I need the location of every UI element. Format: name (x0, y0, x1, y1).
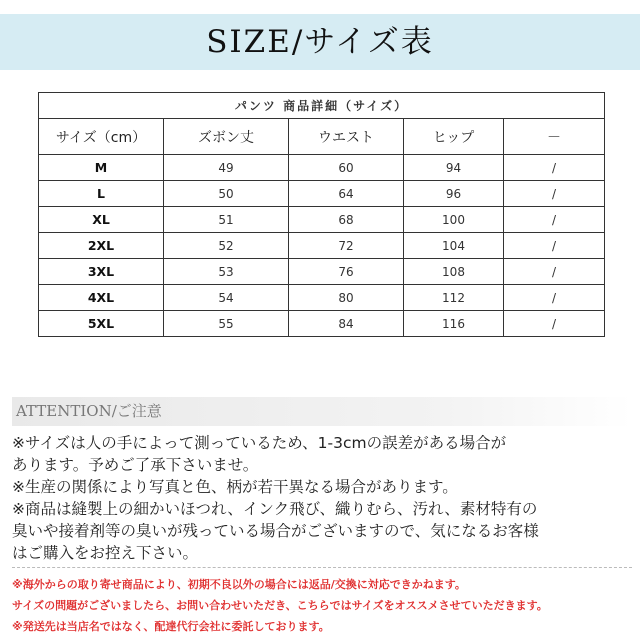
warning-divider (12, 567, 632, 568)
cell-length: 55 (164, 311, 289, 337)
cell-waist: 60 (289, 155, 404, 181)
cell-waist: 72 (289, 233, 404, 259)
cell-waist: 80 (289, 285, 404, 311)
cell-hip: 112 (404, 285, 504, 311)
cell-waist: 84 (289, 311, 404, 337)
warning-line: ※海外からの取り寄せ商品により、初期不良以外の場合には返品/交換に対応できかねます。 (12, 578, 466, 591)
cell-hip: 94 (404, 155, 504, 181)
cell-extra: / (504, 155, 605, 181)
attention-title: ATTENTION/ご注意 (16, 402, 162, 420)
size-table (38, 92, 605, 337)
cell-size: M (39, 155, 164, 181)
cell-size: 5XL (39, 311, 164, 337)
cell-extra: / (504, 259, 605, 285)
warning-line: サイズの問題がございましたら、お問い合わせいただき、こちらではサイズをオススメさせていただきます。 (12, 599, 548, 612)
cell-size: XL (39, 207, 164, 233)
cell-extra: / (504, 181, 605, 207)
cell-extra: / (504, 207, 605, 233)
table-row (39, 233, 605, 259)
cell-size: 2XL (39, 233, 164, 259)
table-row (39, 311, 605, 337)
header-hip: ヒップ (404, 119, 504, 155)
header-size: サイズ（cm） (39, 119, 164, 155)
table-row (39, 181, 605, 207)
note-line: ※商品は縫製上の細かいほつれ、インク飛び、織りむら、汚れ、素材特有の (12, 500, 538, 518)
table-row (39, 285, 605, 311)
cell-length: 53 (164, 259, 289, 285)
cell-hip: 116 (404, 311, 504, 337)
cell-hip: 96 (404, 181, 504, 207)
cell-size: 3XL (39, 259, 164, 285)
note-line: はご購入をお控え下さい。 (12, 544, 199, 562)
cell-extra: / (504, 233, 605, 259)
header-length: ズボン丈 (164, 119, 289, 155)
table-header-row (39, 119, 605, 155)
warning-line: ※発送先は当店名ではなく、配達代行会社に委託しております。 (12, 620, 330, 633)
table-row (39, 155, 605, 181)
table-row (39, 207, 605, 233)
cell-length: 52 (164, 233, 289, 259)
header-extra: － (504, 119, 605, 155)
table-caption: パンツ 商品詳細（サイズ） (39, 93, 605, 119)
warning-notes (12, 574, 632, 637)
table-row (39, 259, 605, 285)
cell-length: 49 (164, 155, 289, 181)
cell-extra: / (504, 285, 605, 311)
cell-length: 51 (164, 207, 289, 233)
note-line: あります。予めご了承下さいませ。 (12, 456, 259, 474)
cell-hip: 100 (404, 207, 504, 233)
cell-size: L (39, 181, 164, 207)
cell-waist: 64 (289, 181, 404, 207)
cell-extra: / (504, 311, 605, 337)
cell-length: 54 (164, 285, 289, 311)
page-title: SIZE/サイズ表 (206, 24, 434, 60)
cell-waist: 68 (289, 207, 404, 233)
cell-hip: 104 (404, 233, 504, 259)
cell-size: 4XL (39, 285, 164, 311)
note-line: ※生産の関係により写真と色、柄が若干異なる場合があります。 (12, 478, 458, 496)
note-line: ※サイズは人の手によって測っているため、1-3cmの誤差がある場合が (12, 434, 507, 452)
header-waist: ウエスト (289, 119, 404, 155)
cell-length: 50 (164, 181, 289, 207)
note-line: 臭いや接着剤等の臭いが残っている場合がございますので、気になるお客様 (12, 522, 539, 540)
cell-hip: 108 (404, 259, 504, 285)
attention-notes (12, 432, 632, 564)
cell-waist: 76 (289, 259, 404, 285)
